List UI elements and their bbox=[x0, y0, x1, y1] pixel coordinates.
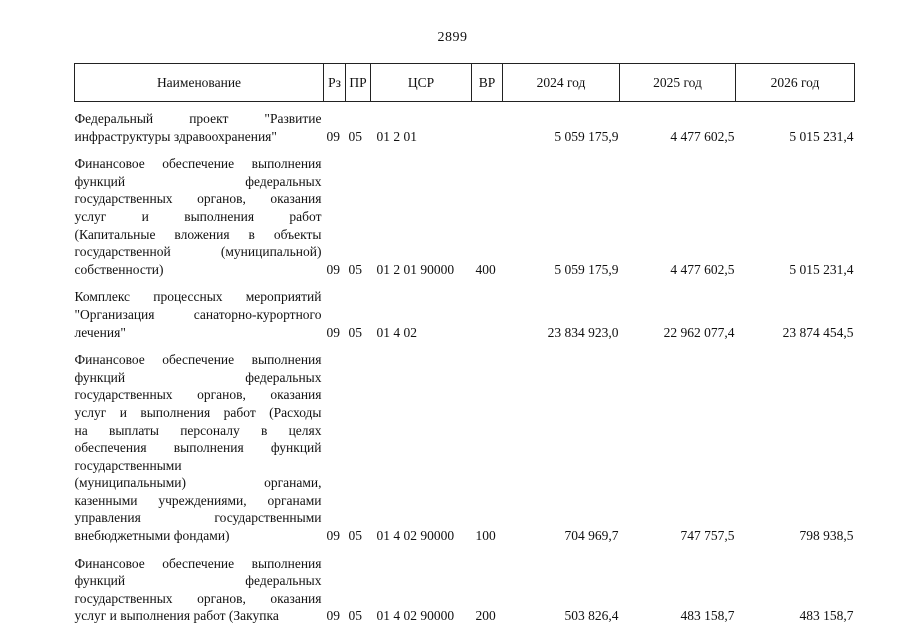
table-row bbox=[75, 102, 855, 156]
row-name bbox=[75, 351, 324, 555]
budget-table bbox=[74, 63, 855, 625]
row-name-line: государственных органов, оказания bbox=[74, 590, 322, 606]
row-2026: 798 938,5 bbox=[799, 528, 854, 544]
row-rz: 09 bbox=[326, 528, 340, 544]
row-rz: 09 bbox=[326, 128, 340, 144]
row-2024: 503 826,4 bbox=[564, 608, 619, 624]
row-name-line: государственными bbox=[74, 457, 182, 473]
row-name-line: (Капитальные вложения в объекты bbox=[74, 226, 322, 242]
row-name-line: внебюджетными фондами) bbox=[74, 528, 230, 544]
table-row bbox=[75, 155, 855, 288]
row-name-line: Финансовое обеспечение выполнения bbox=[74, 156, 322, 172]
row-rz: 09 bbox=[326, 261, 340, 277]
row-name-line: Комплекс процессных мероприятий bbox=[74, 289, 322, 305]
row-2025: 4 477 602,5 bbox=[670, 128, 735, 144]
row-name bbox=[75, 555, 324, 625]
row-name-line: услуг и выполнения работ (Расходы bbox=[74, 404, 322, 420]
table-row bbox=[75, 555, 855, 625]
page-number: 2899 bbox=[437, 30, 468, 45]
row-csr: 01 4 02 bbox=[376, 324, 417, 340]
row-name-line: собственности) bbox=[74, 261, 164, 277]
row-name bbox=[75, 288, 324, 351]
row-vr bbox=[472, 288, 503, 351]
table-row bbox=[75, 351, 855, 555]
row-name-line: (муниципальными) органами, bbox=[74, 475, 322, 491]
row-name-line: "Организация санаторно-курортного bbox=[74, 306, 322, 322]
row-2025: 4 477 602,5 bbox=[670, 261, 735, 277]
row-pr: 05 bbox=[348, 608, 362, 624]
row-2026: 5 015 231,4 bbox=[789, 261, 854, 277]
row-name-line: функций федеральных bbox=[74, 173, 322, 189]
header-csr: ЦСР bbox=[371, 64, 472, 102]
row-2026: 483 158,7 bbox=[799, 608, 854, 624]
header-2024: 2024 год bbox=[503, 64, 620, 102]
row-name-line: государственной (муниципальной) bbox=[74, 244, 322, 260]
row-2024: 704 969,7 bbox=[564, 528, 619, 544]
row-csr: 01 2 01 90000 bbox=[376, 261, 455, 277]
header-name: Наименование bbox=[75, 64, 324, 102]
row-pr: 05 bbox=[348, 261, 362, 277]
row-name-line: услуг и выполнения работ (Закупка bbox=[74, 608, 279, 624]
row-name-line: Финансовое обеспечение выполнения bbox=[74, 352, 322, 368]
row-csr: 01 4 02 90000 bbox=[376, 608, 455, 624]
row-rz: 09 bbox=[326, 324, 340, 340]
row-vr: 200 bbox=[475, 608, 496, 624]
row-2025: 22 962 077,4 bbox=[663, 324, 735, 340]
row-name-line: управления государственными bbox=[74, 510, 322, 526]
table-header bbox=[75, 64, 855, 102]
table-body bbox=[75, 102, 855, 626]
row-name-line: государственных органов, оказания bbox=[74, 387, 322, 403]
row-vr: 400 bbox=[475, 261, 496, 277]
row-name-line: на выплаты персоналу в целях bbox=[74, 422, 322, 438]
table-row bbox=[75, 288, 855, 351]
row-name-line: услуг и выполнения работ bbox=[74, 208, 322, 224]
row-rz: 09 bbox=[326, 608, 340, 624]
header-pr: ПР bbox=[346, 64, 371, 102]
row-name-line: государственных органов, оказания bbox=[74, 191, 322, 207]
row-2025: 747 757,5 bbox=[680, 528, 735, 544]
row-pr: 05 bbox=[348, 528, 362, 544]
row-name-line: функций федеральных bbox=[74, 369, 322, 385]
row-name-line: Финансовое обеспечение выполнения bbox=[74, 555, 322, 571]
row-2024: 5 059 175,9 bbox=[554, 128, 619, 144]
row-vr bbox=[472, 102, 503, 156]
row-csr: 01 4 02 90000 bbox=[376, 528, 455, 544]
header-2025: 2025 год bbox=[620, 64, 736, 102]
row-2024: 23 834 923,0 bbox=[547, 324, 619, 340]
row-2026: 23 874 454,5 bbox=[782, 324, 854, 340]
row-2024: 5 059 175,9 bbox=[554, 261, 619, 277]
row-name-line: лечения" bbox=[74, 324, 126, 340]
row-name-line: инфраструктуры здравоохранения" bbox=[74, 128, 277, 144]
header-rz: Рз bbox=[324, 64, 346, 102]
row-pr: 05 bbox=[348, 324, 362, 340]
row-2026: 5 015 231,4 bbox=[789, 128, 854, 144]
row-csr: 01 2 01 bbox=[376, 128, 417, 144]
row-pr: 05 bbox=[348, 128, 362, 144]
row-vr: 100 bbox=[475, 528, 496, 544]
row-name-line: Федеральный проект "Развитие bbox=[74, 111, 322, 126]
row-name-line: обеспечения выполнения функций bbox=[74, 440, 322, 456]
row-name bbox=[75, 155, 324, 288]
header-2026: 2026 год bbox=[736, 64, 855, 102]
row-name-line: казенными учреждениями, органами bbox=[74, 492, 322, 508]
row-2025: 483 158,7 bbox=[680, 608, 735, 624]
header-vr: ВР bbox=[472, 64, 503, 102]
row-name-line: функций федеральных bbox=[74, 573, 322, 589]
row-name bbox=[75, 102, 324, 156]
